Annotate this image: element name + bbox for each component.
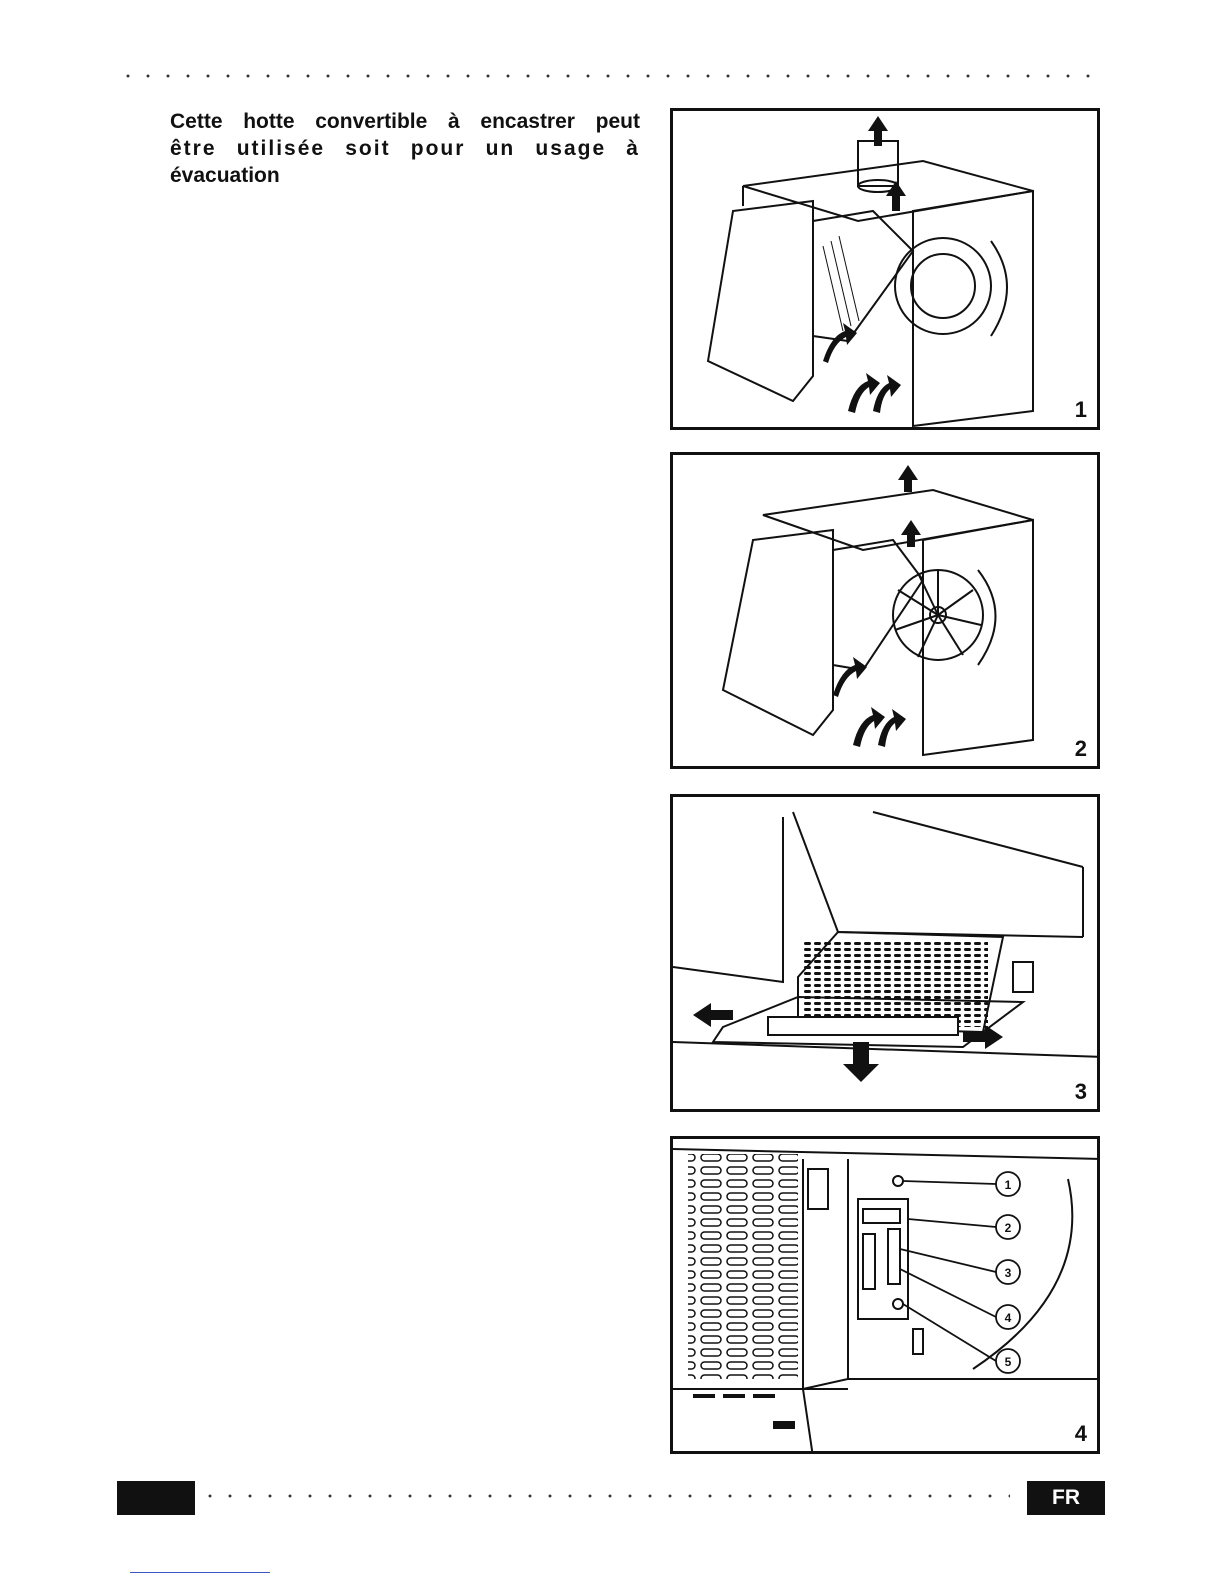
page-marker-box xyxy=(117,1481,195,1515)
recirculation-fan-illustration xyxy=(673,455,1100,769)
figure-3-number: 3 xyxy=(1074,1079,1087,1104)
figure-3 xyxy=(670,794,1100,1112)
intro-line-2: être utilisée soit pour un usage à xyxy=(170,137,640,160)
figure-2 xyxy=(670,452,1100,769)
callout-3: 3 xyxy=(1004,1266,1012,1280)
figure-1 xyxy=(670,108,1100,430)
figure-4-number: 4 xyxy=(1074,1421,1087,1446)
bottom-dotted-rule xyxy=(200,1494,1010,1498)
exhaust-mode-illustration xyxy=(673,111,1100,430)
intro-line-3: évacuation xyxy=(170,164,280,187)
top-dotted-rule xyxy=(118,74,1098,78)
filter-removal-illustration xyxy=(673,797,1100,1112)
callout-4: 4 xyxy=(1004,1311,1012,1325)
control-panel-closeup xyxy=(673,1139,1100,1454)
link-underline xyxy=(130,1572,270,1573)
intro-line-1: Cette hotte convertible à encastrer peut xyxy=(170,110,640,133)
figure-1-number: 1 xyxy=(1074,397,1087,422)
callout-1: 1 xyxy=(1004,1178,1012,1192)
callout-2: 2 xyxy=(1004,1221,1012,1235)
figure-2-number: 2 xyxy=(1074,736,1087,761)
intro-text xyxy=(170,108,640,189)
figure-4 xyxy=(670,1136,1100,1454)
language-badge: FR xyxy=(1027,1481,1105,1515)
callout-5: 5 xyxy=(1004,1355,1012,1369)
